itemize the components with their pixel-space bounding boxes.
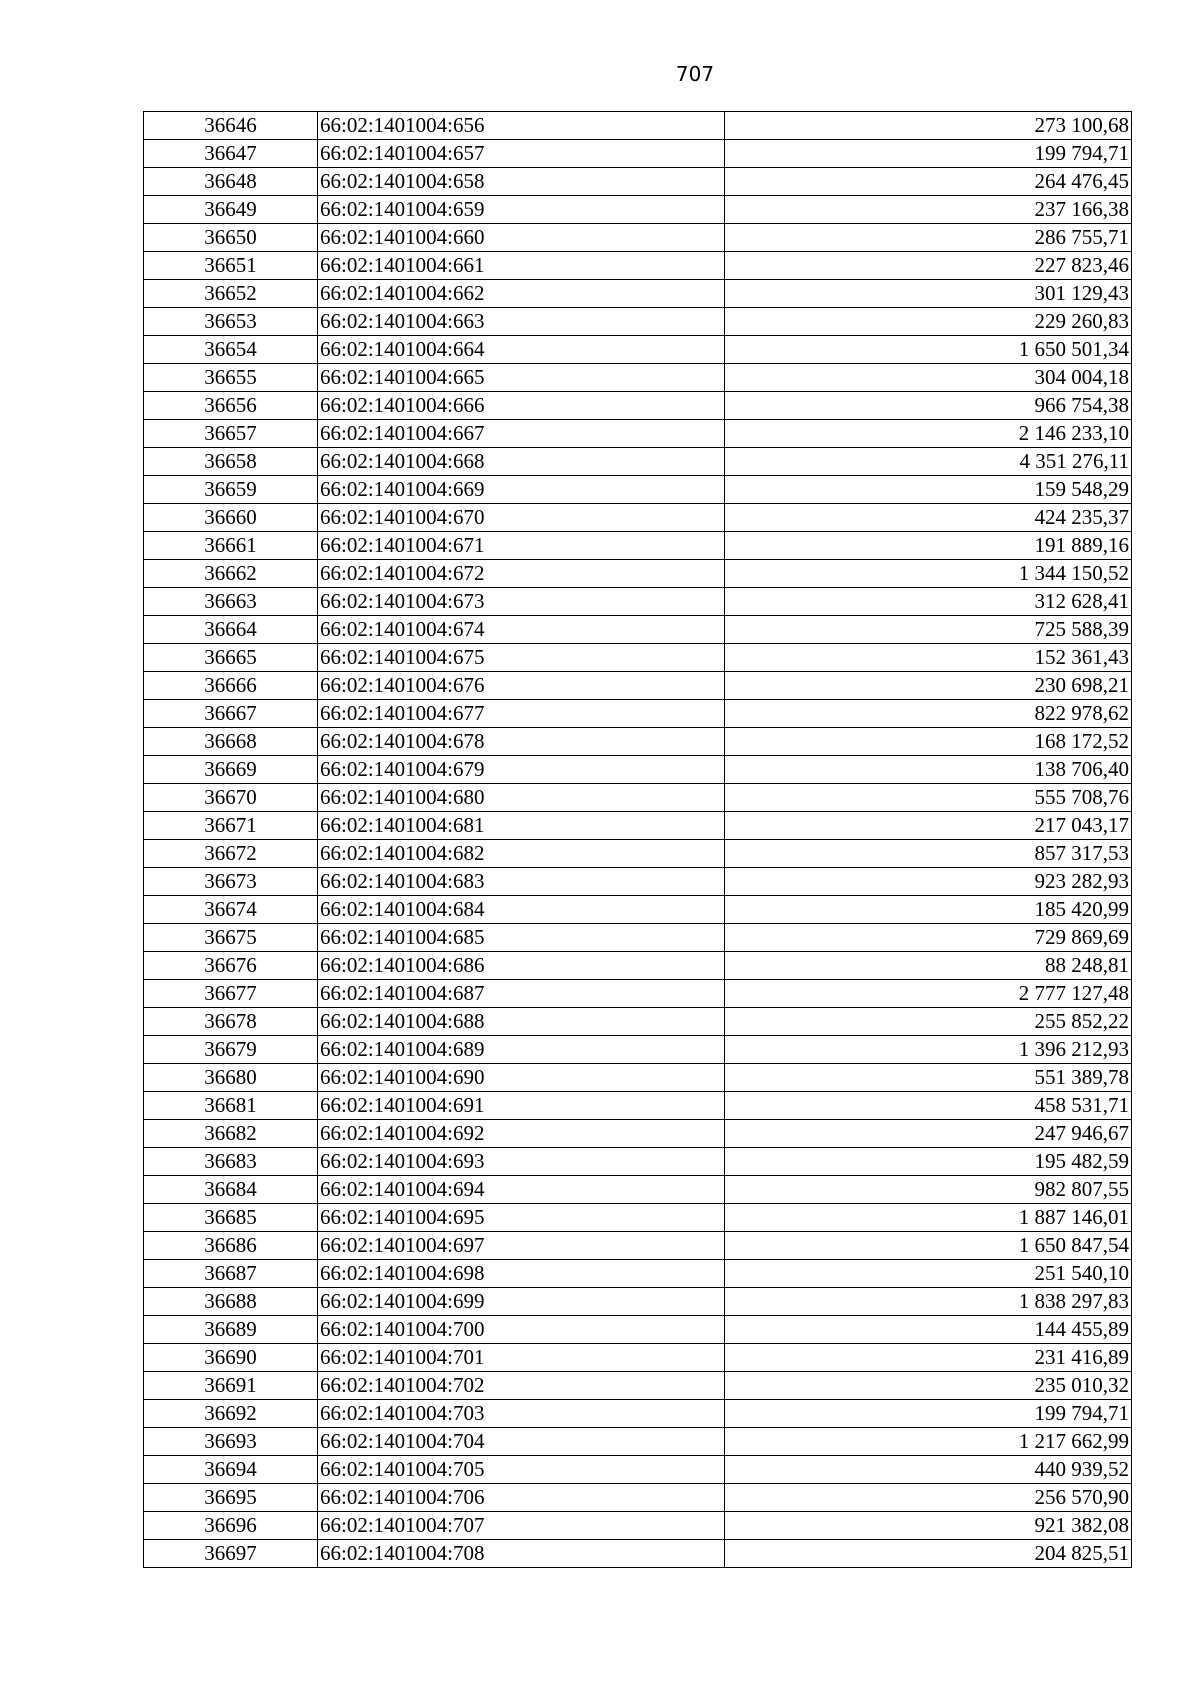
row-number-cell: 36669 bbox=[144, 756, 318, 784]
cadastral-value-cell: 1 650 847,54 bbox=[725, 1232, 1132, 1260]
table-row bbox=[144, 392, 1132, 420]
table-row bbox=[144, 952, 1132, 980]
cadastral-number-cell: 66:02:1401004:677 bbox=[318, 700, 725, 728]
cadastral-value-cell: 217 043,17 bbox=[725, 812, 1132, 840]
row-number-cell: 36664 bbox=[144, 616, 318, 644]
table-row bbox=[144, 364, 1132, 392]
cadastral-value-cell: 1 217 662,99 bbox=[725, 1428, 1132, 1456]
cadastral-value-cell: 822 978,62 bbox=[725, 700, 1132, 728]
table-row bbox=[144, 196, 1132, 224]
cadastral-number-cell: 66:02:1401004:685 bbox=[318, 924, 725, 952]
table-row bbox=[144, 1512, 1132, 1540]
cadastral-number-cell: 66:02:1401004:674 bbox=[318, 616, 725, 644]
row-number-cell: 36655 bbox=[144, 364, 318, 392]
table-row bbox=[144, 1400, 1132, 1428]
row-number-cell: 36673 bbox=[144, 868, 318, 896]
cadastral-number-cell: 66:02:1401004:704 bbox=[318, 1428, 725, 1456]
cadastral-number-cell: 66:02:1401004:669 bbox=[318, 476, 725, 504]
row-number-cell: 36688 bbox=[144, 1288, 318, 1316]
cadastral-value-cell: 251 540,10 bbox=[725, 1260, 1132, 1288]
row-number-cell: 36657 bbox=[144, 420, 318, 448]
table-row bbox=[144, 112, 1132, 140]
cadastral-number-cell: 66:02:1401004:691 bbox=[318, 1092, 725, 1120]
row-number-cell: 36671 bbox=[144, 812, 318, 840]
cadastral-value-cell: 923 282,93 bbox=[725, 868, 1132, 896]
cadastral-number-cell: 66:02:1401004:667 bbox=[318, 420, 725, 448]
table-row bbox=[144, 1456, 1132, 1484]
cadastral-number-cell: 66:02:1401004:693 bbox=[318, 1148, 725, 1176]
row-number-cell: 36666 bbox=[144, 672, 318, 700]
row-number-cell: 36651 bbox=[144, 252, 318, 280]
row-number-cell: 36659 bbox=[144, 476, 318, 504]
cadastral-value-cell: 424 235,37 bbox=[725, 504, 1132, 532]
cadastral-value-cell: 1 344 150,52 bbox=[725, 560, 1132, 588]
row-number-cell: 36681 bbox=[144, 1092, 318, 1120]
cadastral-number-cell: 66:02:1401004:681 bbox=[318, 812, 725, 840]
table-row bbox=[144, 868, 1132, 896]
cadastral-number-cell: 66:02:1401004:671 bbox=[318, 532, 725, 560]
table-row bbox=[144, 1288, 1132, 1316]
row-number-cell: 36677 bbox=[144, 980, 318, 1008]
table-row bbox=[144, 420, 1132, 448]
row-number-cell: 36665 bbox=[144, 644, 318, 672]
cadastral-value-cell: 237 166,38 bbox=[725, 196, 1132, 224]
cadastral-value-cell: 1 650 501,34 bbox=[725, 336, 1132, 364]
cadastral-number-cell: 66:02:1401004:703 bbox=[318, 1400, 725, 1428]
row-number-cell: 36687 bbox=[144, 1260, 318, 1288]
cadastral-number-cell: 66:02:1401004:702 bbox=[318, 1372, 725, 1400]
cadastral-value-cell: 440 939,52 bbox=[725, 1456, 1132, 1484]
cadastral-value-cell: 1 838 297,83 bbox=[725, 1288, 1132, 1316]
cadastral-number-cell: 66:02:1401004:682 bbox=[318, 840, 725, 868]
cadastral-value-cell: 152 361,43 bbox=[725, 644, 1132, 672]
table-row bbox=[144, 504, 1132, 532]
cadastral-value-cell: 264 476,45 bbox=[725, 168, 1132, 196]
row-number-cell: 36656 bbox=[144, 392, 318, 420]
table-row bbox=[144, 1176, 1132, 1204]
cadastral-number-cell: 66:02:1401004:675 bbox=[318, 644, 725, 672]
table-row bbox=[144, 308, 1132, 336]
cadastral-value-cell: 235 010,32 bbox=[725, 1372, 1132, 1400]
row-number-cell: 36678 bbox=[144, 1008, 318, 1036]
table-row bbox=[144, 784, 1132, 812]
cadastral-value-cell: 555 708,76 bbox=[725, 784, 1132, 812]
table-row bbox=[144, 168, 1132, 196]
cadastral-number-cell: 66:02:1401004:694 bbox=[318, 1176, 725, 1204]
row-number-cell: 36649 bbox=[144, 196, 318, 224]
cadastral-value-cell: 4 351 276,11 bbox=[725, 448, 1132, 476]
table-row bbox=[144, 1064, 1132, 1092]
row-number-cell: 36652 bbox=[144, 280, 318, 308]
row-number-cell: 36648 bbox=[144, 168, 318, 196]
row-number-cell: 36667 bbox=[144, 700, 318, 728]
cadastral-number-cell: 66:02:1401004:663 bbox=[318, 308, 725, 336]
row-number-cell: 36653 bbox=[144, 308, 318, 336]
table-row bbox=[144, 280, 1132, 308]
cadastral-number-cell: 66:02:1401004:690 bbox=[318, 1064, 725, 1092]
row-number-cell: 36690 bbox=[144, 1344, 318, 1372]
cadastral-value-table bbox=[143, 111, 1132, 1568]
row-number-cell: 36692 bbox=[144, 1400, 318, 1428]
table-row bbox=[144, 700, 1132, 728]
table-row bbox=[144, 252, 1132, 280]
cadastral-number-cell: 66:02:1401004:707 bbox=[318, 1512, 725, 1540]
cadastral-value-cell: 230 698,21 bbox=[725, 672, 1132, 700]
cadastral-value-cell: 229 260,83 bbox=[725, 308, 1132, 336]
table-row bbox=[144, 1372, 1132, 1400]
cadastral-number-cell: 66:02:1401004:678 bbox=[318, 728, 725, 756]
page-number: 707 bbox=[675, 62, 715, 86]
row-number-cell: 36674 bbox=[144, 896, 318, 924]
cadastral-value-cell: 2 777 127,48 bbox=[725, 980, 1132, 1008]
row-number-cell: 36675 bbox=[144, 924, 318, 952]
table-row bbox=[144, 756, 1132, 784]
cadastral-number-cell: 66:02:1401004:679 bbox=[318, 756, 725, 784]
cadastral-number-cell: 66:02:1401004:697 bbox=[318, 1232, 725, 1260]
table-row bbox=[144, 672, 1132, 700]
row-number-cell: 36689 bbox=[144, 1316, 318, 1344]
table-row bbox=[144, 224, 1132, 252]
cadastral-value-cell: 458 531,71 bbox=[725, 1092, 1132, 1120]
cadastral-value-cell: 168 172,52 bbox=[725, 728, 1132, 756]
table-row bbox=[144, 1428, 1132, 1456]
cadastral-value-cell: 729 869,69 bbox=[725, 924, 1132, 952]
cadastral-number-cell: 66:02:1401004:688 bbox=[318, 1008, 725, 1036]
row-number-cell: 36695 bbox=[144, 1484, 318, 1512]
cadastral-number-cell: 66:02:1401004:660 bbox=[318, 224, 725, 252]
row-number-cell: 36683 bbox=[144, 1148, 318, 1176]
table-row bbox=[144, 1204, 1132, 1232]
cadastral-value-cell: 199 794,71 bbox=[725, 1400, 1132, 1428]
cadastral-number-cell: 66:02:1401004:684 bbox=[318, 896, 725, 924]
cadastral-value-cell: 185 420,99 bbox=[725, 896, 1132, 924]
cadastral-number-cell: 66:02:1401004:659 bbox=[318, 196, 725, 224]
cadastral-value-cell: 255 852,22 bbox=[725, 1008, 1132, 1036]
cadastral-value-cell: 857 317,53 bbox=[725, 840, 1132, 868]
row-number-cell: 36679 bbox=[144, 1036, 318, 1064]
table-row bbox=[144, 1260, 1132, 1288]
cadastral-number-cell: 66:02:1401004:668 bbox=[318, 448, 725, 476]
table-row bbox=[144, 1148, 1132, 1176]
row-number-cell: 36654 bbox=[144, 336, 318, 364]
table-row bbox=[144, 728, 1132, 756]
row-number-cell: 36684 bbox=[144, 1176, 318, 1204]
row-number-cell: 36662 bbox=[144, 560, 318, 588]
table-row bbox=[144, 1540, 1132, 1568]
cadastral-value-cell: 551 389,78 bbox=[725, 1064, 1132, 1092]
row-number-cell: 36686 bbox=[144, 1232, 318, 1260]
table-row bbox=[144, 1008, 1132, 1036]
row-number-cell: 36663 bbox=[144, 588, 318, 616]
cadastral-value-cell: 312 628,41 bbox=[725, 588, 1132, 616]
row-number-cell: 36697 bbox=[144, 1540, 318, 1568]
cadastral-value-cell: 159 548,29 bbox=[725, 476, 1132, 504]
row-number-cell: 36685 bbox=[144, 1204, 318, 1232]
table-row bbox=[144, 560, 1132, 588]
table-body bbox=[144, 112, 1132, 1568]
cadastral-number-cell: 66:02:1401004:705 bbox=[318, 1456, 725, 1484]
cadastral-value-cell: 725 588,39 bbox=[725, 616, 1132, 644]
cadastral-value-cell: 199 794,71 bbox=[725, 140, 1132, 168]
row-number-cell: 36661 bbox=[144, 532, 318, 560]
cadastral-value-cell: 191 889,16 bbox=[725, 532, 1132, 560]
cadastral-value-cell: 88 248,81 bbox=[725, 952, 1132, 980]
cadastral-value-cell: 227 823,46 bbox=[725, 252, 1132, 280]
cadastral-number-cell: 66:02:1401004:656 bbox=[318, 112, 725, 140]
cadastral-value-cell: 144 455,89 bbox=[725, 1316, 1132, 1344]
cadastral-number-cell: 66:02:1401004:670 bbox=[318, 504, 725, 532]
cadastral-number-cell: 66:02:1401004:673 bbox=[318, 588, 725, 616]
cadastral-value-cell: 301 129,43 bbox=[725, 280, 1132, 308]
cadastral-number-cell: 66:02:1401004:708 bbox=[318, 1540, 725, 1568]
cadastral-value-cell: 2 146 233,10 bbox=[725, 420, 1132, 448]
row-number-cell: 36691 bbox=[144, 1372, 318, 1400]
table-row bbox=[144, 1232, 1132, 1260]
table-row bbox=[144, 1092, 1132, 1120]
cadastral-number-cell: 66:02:1401004:706 bbox=[318, 1484, 725, 1512]
row-number-cell: 36680 bbox=[144, 1064, 318, 1092]
cadastral-number-cell: 66:02:1401004:672 bbox=[318, 560, 725, 588]
table-row bbox=[144, 1316, 1132, 1344]
table-row bbox=[144, 1344, 1132, 1372]
row-number-cell: 36676 bbox=[144, 952, 318, 980]
cadastral-number-cell: 66:02:1401004:689 bbox=[318, 1036, 725, 1064]
cadastral-number-cell: 66:02:1401004:699 bbox=[318, 1288, 725, 1316]
cadastral-number-cell: 66:02:1401004:700 bbox=[318, 1316, 725, 1344]
row-number-cell: 36670 bbox=[144, 784, 318, 812]
cadastral-value-cell: 1 396 212,93 bbox=[725, 1036, 1132, 1064]
cadastral-number-cell: 66:02:1401004:666 bbox=[318, 392, 725, 420]
cadastral-value-cell: 921 382,08 bbox=[725, 1512, 1132, 1540]
row-number-cell: 36650 bbox=[144, 224, 318, 252]
cadastral-number-cell: 66:02:1401004:665 bbox=[318, 364, 725, 392]
row-number-cell: 36694 bbox=[144, 1456, 318, 1484]
cadastral-value-cell: 204 825,51 bbox=[725, 1540, 1132, 1568]
table-row bbox=[144, 980, 1132, 1008]
table-row bbox=[144, 476, 1132, 504]
cadastral-number-cell: 66:02:1401004:676 bbox=[318, 672, 725, 700]
row-number-cell: 36658 bbox=[144, 448, 318, 476]
cadastral-number-cell: 66:02:1401004:661 bbox=[318, 252, 725, 280]
table-row bbox=[144, 1036, 1132, 1064]
cadastral-number-cell: 66:02:1401004:692 bbox=[318, 1120, 725, 1148]
cadastral-number-cell: 66:02:1401004:701 bbox=[318, 1344, 725, 1372]
cadastral-value-cell: 195 482,59 bbox=[725, 1148, 1132, 1176]
table-row bbox=[144, 812, 1132, 840]
row-number-cell: 36696 bbox=[144, 1512, 318, 1540]
row-number-cell: 36682 bbox=[144, 1120, 318, 1148]
row-number-cell: 36693 bbox=[144, 1428, 318, 1456]
cadastral-value-cell: 231 416,89 bbox=[725, 1344, 1132, 1372]
row-number-cell: 36646 bbox=[144, 112, 318, 140]
table-row bbox=[144, 336, 1132, 364]
cadastral-number-cell: 66:02:1401004:680 bbox=[318, 784, 725, 812]
table-row bbox=[144, 448, 1132, 476]
cadastral-value-cell: 256 570,90 bbox=[725, 1484, 1132, 1512]
cadastral-value-cell: 273 100,68 bbox=[725, 112, 1132, 140]
cadastral-value-cell: 966 754,38 bbox=[725, 392, 1132, 420]
table-row bbox=[144, 140, 1132, 168]
table-row bbox=[144, 896, 1132, 924]
cadastral-number-cell: 66:02:1401004:662 bbox=[318, 280, 725, 308]
row-number-cell: 36660 bbox=[144, 504, 318, 532]
cadastral-value-cell: 138 706,40 bbox=[725, 756, 1132, 784]
cadastral-value-cell: 982 807,55 bbox=[725, 1176, 1132, 1204]
cadastral-number-cell: 66:02:1401004:686 bbox=[318, 952, 725, 980]
row-number-cell: 36647 bbox=[144, 140, 318, 168]
cadastral-number-cell: 66:02:1401004:687 bbox=[318, 980, 725, 1008]
table-row bbox=[144, 616, 1132, 644]
cadastral-number-cell: 66:02:1401004:657 bbox=[318, 140, 725, 168]
cadastral-value-cell: 247 946,67 bbox=[725, 1120, 1132, 1148]
cadastral-number-cell: 66:02:1401004:658 bbox=[318, 168, 725, 196]
cadastral-value-cell: 304 004,18 bbox=[725, 364, 1132, 392]
cadastral-value-cell: 286 755,71 bbox=[725, 224, 1132, 252]
table-row bbox=[144, 840, 1132, 868]
cadastral-number-cell: 66:02:1401004:683 bbox=[318, 868, 725, 896]
table-row bbox=[144, 924, 1132, 952]
table-row bbox=[144, 1484, 1132, 1512]
row-number-cell: 36668 bbox=[144, 728, 318, 756]
table-row bbox=[144, 588, 1132, 616]
cadastral-value-cell: 1 887 146,01 bbox=[725, 1204, 1132, 1232]
table-row bbox=[144, 644, 1132, 672]
row-number-cell: 36672 bbox=[144, 840, 318, 868]
table-row bbox=[144, 532, 1132, 560]
table-row bbox=[144, 1120, 1132, 1148]
cadastral-number-cell: 66:02:1401004:698 bbox=[318, 1260, 725, 1288]
cadastral-number-cell: 66:02:1401004:664 bbox=[318, 336, 725, 364]
cadastral-number-cell: 66:02:1401004:695 bbox=[318, 1204, 725, 1232]
